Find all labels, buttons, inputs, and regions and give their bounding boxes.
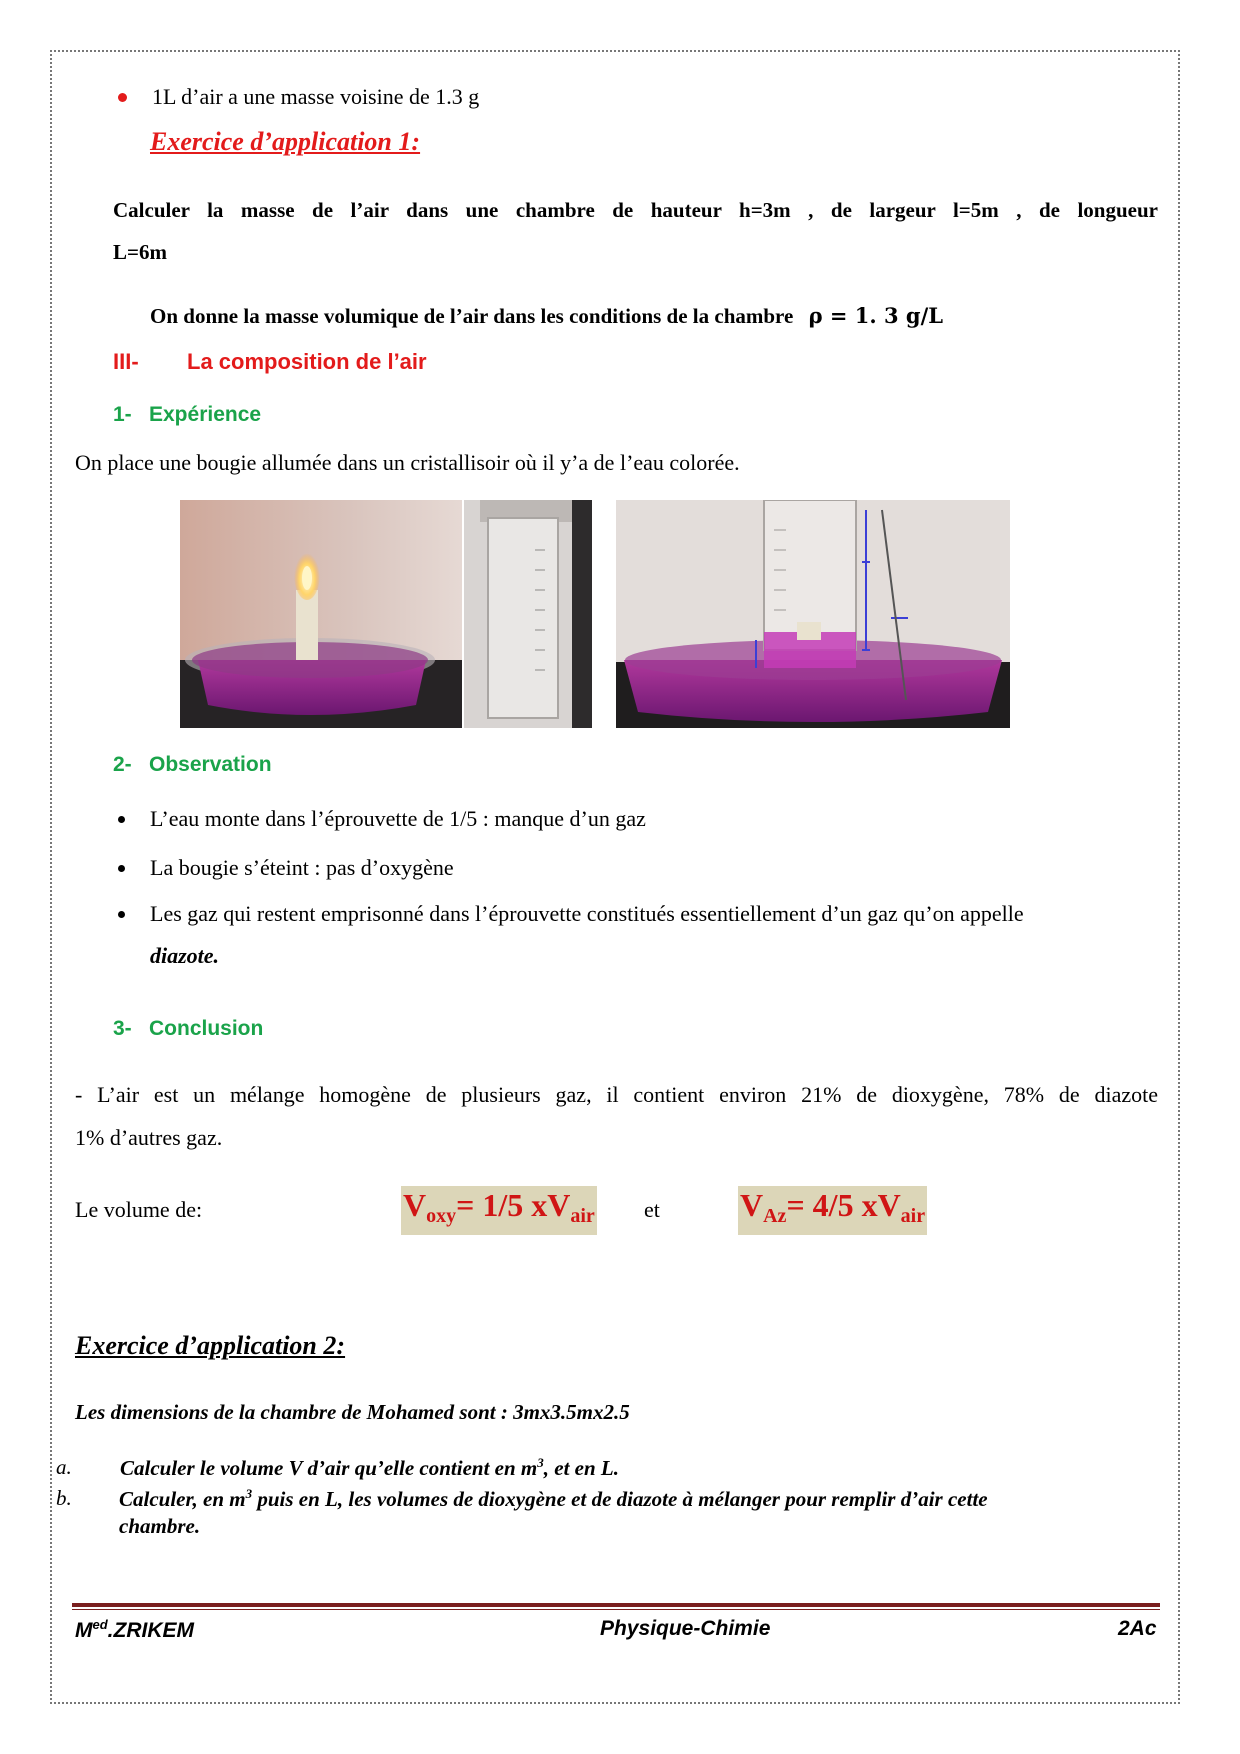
author-sup: ed [92,1617,108,1632]
author-m: M [75,1619,93,1642]
experience-heading: Expérience [149,403,262,426]
experience-number: 1- [113,403,132,426]
f2-sub-az: Az [763,1205,787,1227]
experiment-photo-after [616,500,1010,728]
inverted-cylinder-illustration [616,500,1010,728]
section3-title: La composition de l’air [187,349,427,374]
volume-label: Le volume de: [75,1197,203,1222]
candle-setup-illustration [180,500,592,728]
footer-level: 2Ac [1118,1617,1157,1640]
exercise2-intro: Les dimensions de la chambre de Mohamed sont : 3mx3.5mx2.5 [75,1400,630,1424]
red-bullet-icon [118,93,127,102]
f1-sub-air: air [570,1205,595,1227]
question-b-label: b. [56,1486,72,1510]
observation-item-text: Les gaz qui restent emprisonné dans l’éprouvette constitués essentiellement d’un gaz qu’on appelle [150,901,1024,926]
f2-sub-air: air [900,1205,926,1227]
footer-subject: Physique-Chimie [600,1617,771,1640]
b-sup: 3 [245,1486,253,1501]
a-text1: Calculer le volume V d’air qu’elle contient en m [120,1456,538,1480]
bullet-icon [118,816,125,823]
conclusion-line2: 1% d’autres gaz. [75,1125,223,1150]
f2-mid: = 4/5 xV [786,1187,901,1223]
exercise1-text-line2: L=6m [113,240,167,264]
section3-number: III- [113,349,139,374]
exercise1-text-line1: Calculer la masse de l’air dans une chambre de hauteur h=3m , de largeur l=5m , de longueur [113,198,1158,222]
observation-heading: Observation [149,753,272,776]
intro-bullet-text: 1L d’air a une masse voisine de 1.3 g [152,84,480,109]
experiment-photo-before [180,500,592,728]
footer-rule-thin [72,1609,1160,1610]
experience-text: On place une bougie allumée dans un cristallisoir où il y’a de l’eau colorée. [75,450,740,475]
observation-number: 2- [113,753,132,776]
author-rest: .ZRIKEM [107,1619,194,1642]
footer-rule-thick [72,1603,1160,1607]
question-b-text-cont: chambre. [119,1514,201,1538]
observation-item-text: L’eau monte dans l’éprouvette de 1/5 : manque d’un gaz [150,806,646,831]
conclusion-heading: Conclusion [149,1017,264,1040]
conclusion-number: 3- [113,1017,132,1040]
f1-sub-oxy: oxy [426,1205,457,1227]
a-sup: 3 [537,1455,544,1470]
question-a-label: a. [56,1455,72,1479]
diazote-text: diazote. [150,943,220,968]
question-a-text [120,1455,619,1481]
b-text1: Calculer, en m [119,1487,246,1511]
nitrogen-volume-formula [738,1186,927,1235]
footer-author [75,1617,194,1643]
oxygen-volume-formula [401,1186,597,1235]
b-text2: puis en L, les volumes de dioxygène et de diazote à mélanger pour remplir d’air cette [252,1487,988,1511]
f1-mid: = 1/5 xV [456,1187,571,1223]
a-text2: , et en L. [543,1456,619,1480]
conclusion-line1: - L’air est un mélange homogène de plusieurs gaz, il contient environ 21% de dioxygène, 78% de diazote [75,1082,1158,1107]
rho-formula: ρ = 1. 3 g/L [808,303,944,328]
exercise2-title: Exercice d’application 2: [75,1331,346,1360]
given-text: On donne la masse volumique de l’air dans les conditions de la chambre [150,304,794,328]
et-text: et [644,1197,660,1222]
exercise1-given [150,303,943,329]
f1-main: V [403,1187,427,1223]
f2-main: V [740,1187,764,1223]
exercise1-title: Exercice d’application 1: [150,127,421,156]
observation-item-text: La bougie s’éteint : pas d’oxygène [150,855,454,880]
bullet-icon [118,865,125,872]
bullet-icon [118,911,125,918]
question-b-text [119,1486,988,1512]
